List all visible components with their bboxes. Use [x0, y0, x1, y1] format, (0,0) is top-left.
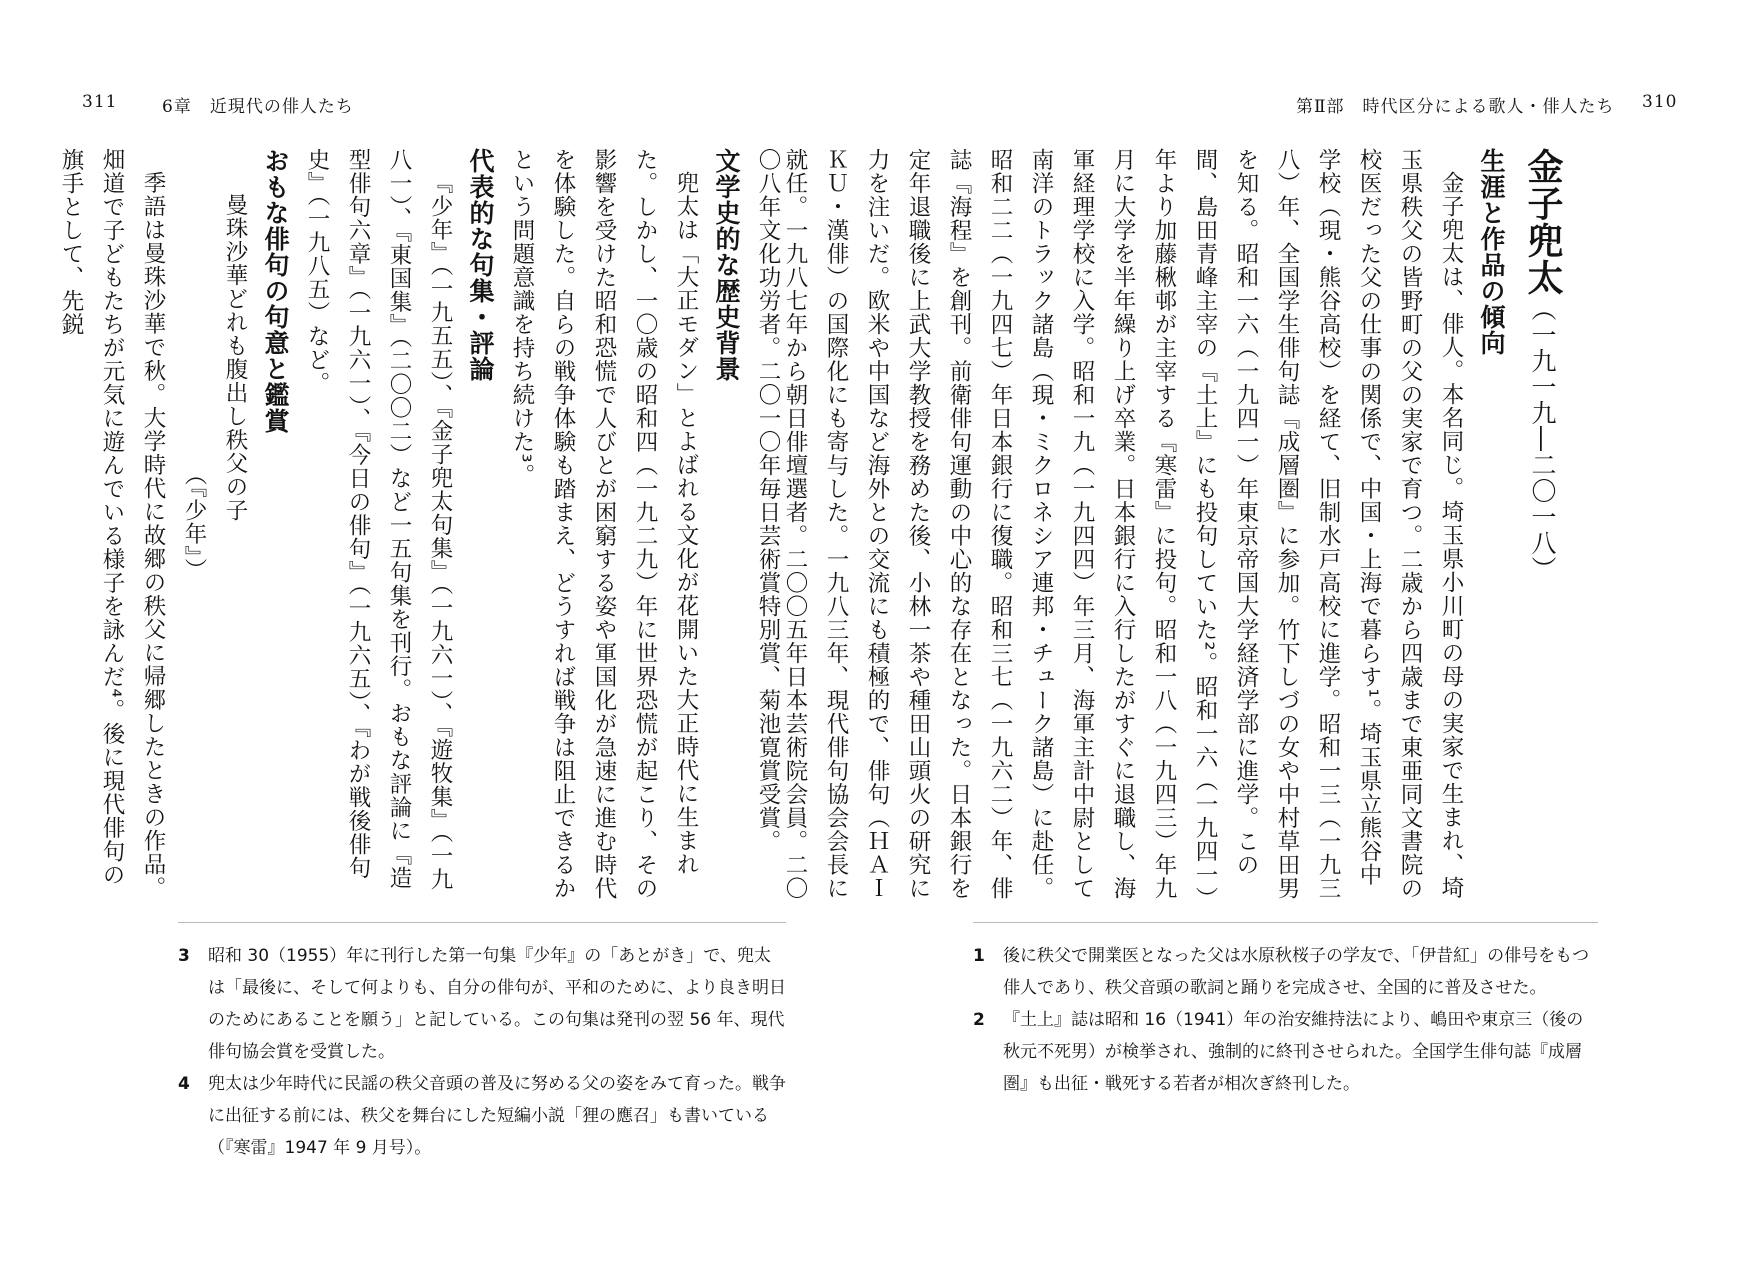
poet-dates: （一九一九―二〇一八） — [1528, 296, 1557, 582]
footnote — [178, 1068, 786, 1164]
page-number-right: 310 — [1642, 92, 1678, 112]
paragraph: 金子兜太は、俳人。本名同じ。埼玉県小川町の母の実家で生まれ、埼玉県秩父の皆野町の父の実家で育つ。二歳から四歳まで東亜同文書院の校医だった父の仕事の関係で、中国・上海で暮らす¹。埼玉県立熊谷中学校（現・熊谷高校）を経て、旧制水戸高校に進学。昭和一三（一九三八）年、全国学生俳句誌『成層圏』に参加。竹下しづの女や中村草田男を知る。昭和一六（一九四一）年東京帝国大学経済学部に進学。この間、島田青峰主宰の『土上』にも投句していた²。昭和一六（一九四一）年より加藤楸邨が主宰する『寒雷』に投句。昭和一八（一九四三）年九月に大学を半年繰り上げ卒業。日本銀行に入行したがすぐに退職し、海軍経理学校に入学。昭和一九（一九四四）年三月、海軍主計中尉として南洋のトラック諸島（現・ミクロネシア連邦・チューク諸島）に赴任。昭和二二（一九四七）年日本銀行に復職。昭和三七（一九六二）年、俳誌『海程』を創刊。前衛俳句運動の中心的な存在となった。日本銀行を定年退職後に上武大学教授を務めた後、小林一茶や種田山頭火の研究に力を注いだ。欧米や中国など海外との交流にも積極的で、俳句（ＨＡＩＫＵ・漢俳）の国際化にも寄与した。一九八三年、現代俳句協会会長に就任。一九八七年から朝日俳壇選者。二〇〇五年日本芸術院会員。二〇 — [782, 148, 1464, 911]
footnote-divider — [973, 922, 1598, 923]
chapter-heading: 6章 近現代の俳人たち — [162, 97, 354, 117]
footnotes-left — [178, 940, 786, 1164]
section-heading: おもな俳句の句意と鑑賞 — [261, 148, 290, 434]
footnote-number: 4 — [178, 1074, 190, 1094]
right-body — [782, 148, 1572, 911]
page-number-left: 311 — [82, 92, 118, 112]
paragraph: 『少年』（一九五五）、『金子兜太句集』（一九六一）、『遊牧集』（一九八一）、『東国集』（二〇〇二）など一五句集を刊行。おもな評論に『造型俳句六章』（一九六一）、『今日の俳句』（一九六五）、『わが戦後俳句史』（一九八五）など。 — [304, 148, 453, 891]
footnote-number: 1 — [973, 946, 985, 966]
footnote-divider — [178, 922, 786, 923]
footnote — [973, 1004, 1598, 1100]
paragraph: 季語は曼珠沙華で秋。大学時代に故郷の秩父に帰郷したときの作品。畑道で子どもたちが元気に遊んでいる様子を詠んだ⁴。後に現代俳句の旗手として、先鋭 — [58, 148, 166, 899]
paragraph: 兜太は「大正モダン」とよばれる文化が花開いた大正時代に生まれた。しかし、一〇歳の昭和四（一九二九）年に世界恐慌が起こり、その影響を受けた昭和恐慌で人びとが困窮する姿や軍国化が急速に進む時代を体験した。自らの戦争体験も踏まえ、どうすれば戦争は阻止できるかという問題意識を持ち続けた³。 — [509, 148, 699, 900]
footnote-number: 3 — [178, 946, 190, 966]
part-heading: 第Ⅱ部 時代区分による歌人・俳人たち — [1296, 97, 1615, 117]
footnotes-right — [973, 940, 1598, 1100]
footnote-number: 2 — [973, 1010, 985, 1030]
footnote-text: 兜太は少年時代に民謡の秩父音頭の普及に努める父の姿をみて育った。戦争に出征する前には、秩父を舞台にした短編小説「狸の應召」も書いている（『寒雷』1947 年 9 月号）。 — [208, 1074, 786, 1158]
section-heading: 代表的な句集・評論 — [466, 148, 495, 382]
section-heading: 文学史的な歴史背景 — [712, 148, 741, 382]
poet-name: 金子兜太 — [1522, 148, 1563, 296]
footnote-text: 昭和 30（1955）年に刊行した第一句集『少年』の「あとがき」で、兜太は「最後に、そして何よりも、自分の俳句が、平和のために、より良き明日のためにあることを願う」と記している。この句集は発刊の翌 56 年、現代俳句協会賞を受賞した。 — [208, 946, 786, 1062]
haiku-source: （『少年』） — [181, 463, 207, 582]
left-body — [58, 148, 788, 910]
footnote-text: 『土上』誌は昭和 16（1941）年の治安維持法により、嶋田や東京三（後の秋元不死男）が検挙され、強制的に終刊させられた。全国学生俳句誌『成層圏』も出征・戦死する若者が相次ぎ終刊した。 — [1003, 1010, 1584, 1094]
paragraph: 〇八年文化功労者。二〇一〇年毎日芸術賞特別賞、菊池寛賞受賞。 — [755, 148, 781, 853]
section-heading: 生涯と作品の傾向 — [1477, 148, 1506, 356]
entry-title — [1512, 148, 1572, 910]
right-page — [782, 0, 1744, 1267]
footnote — [178, 940, 786, 1068]
haiku: 曼珠沙華どれも腹出し秩父の子 — [222, 193, 248, 522]
footnote-text: 後に秩父で開業医となった父は水原秋桜子の学友で、「伊昔紅」の俳号をもつ俳人であり、秩父音頭の歌詞と踊りを完成させ、全国的に普及させた。 — [1003, 946, 1590, 998]
footnote — [973, 940, 1598, 1004]
